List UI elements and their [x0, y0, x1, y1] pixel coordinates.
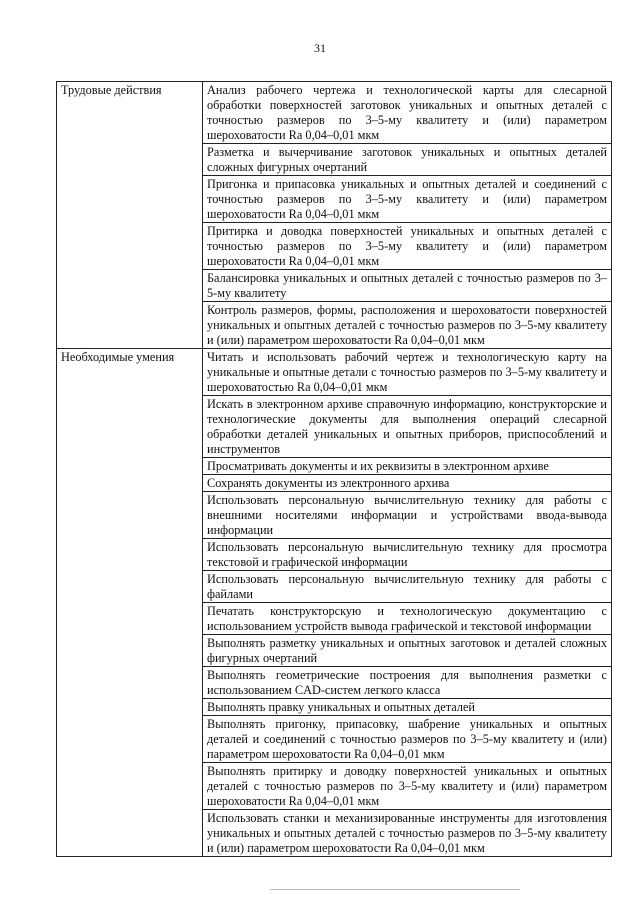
requirement-item: Использовать станки и механизированные инструменты для изготовления уникальных и опытных деталей с точностью размеров по 3–5-му квалитету и (или) параметром шероховатости Ra 0,04–0,01 мкм [203, 810, 612, 857]
table-row [57, 349, 612, 396]
requirement-item: Выполнять разметку уникальных и опытных заготовок и деталей сложных фигурных очертаний [203, 635, 612, 667]
requirement-item: Искать в электронном архиве справочную информацию, конструкторские и технологические документы для выполнения операций слесарной обработки деталей уникальных и опытных приборов, приспособлений и инструментов [203, 396, 612, 458]
requirements-table [56, 81, 612, 857]
requirement-item: Контроль размеров, формы, расположения и шероховатости поверхностей уникальных и опытных деталей с точностью размеров по 3–5-му квалитету и (или) параметром шероховатости Ra 0,04–0,01 мкм [203, 302, 612, 349]
footer-divider [270, 889, 520, 890]
requirement-item: Просматривать документы и их реквизиты в электронном архиве [203, 458, 612, 475]
section-label: Необходимые умения [57, 349, 203, 857]
requirement-item: Использовать персональную вычислительную технику для работы с внешними носителями информации и устройствами ввода-вывода информации [203, 492, 612, 539]
requirement-item: Выполнять притирку и доводку поверхностей уникальных и опытных деталей с точностью размеров по 3–5-му квалитету и (или) параметром шероховатости Ra 0,04–0,01 мкм [203, 763, 612, 810]
requirement-item: Балансировка уникальных и опытных деталей с точностью размеров по 3–5-му квалитету [203, 270, 612, 302]
requirement-item: Выполнять пригонку, припасовку, шабрение уникальных и опытных деталей и соединений с точностью размеров по 3–5-му квалитету и (или) параметром шероховатости Ra 0,04–0,01 мкм [203, 716, 612, 763]
table-row [57, 82, 612, 144]
requirement-item: Анализ рабочего чертежа и технологической карты для слесарной обработки поверхностей заготовок уникальных и опытных деталей с точностью размеров по 3–5-му квалитету и (или) параметром шероховатости Ra 0,04–0,01 мкм [203, 82, 612, 144]
requirement-item: Выполнять правку уникальных и опытных деталей [203, 699, 612, 716]
page-number: 31 [314, 41, 326, 55]
requirement-item: Пригонка и припасовка уникальных и опытных деталей и соединений с точностью размеров по 3–5-му квалитету и (или) параметром шероховатости Ra 0,04–0,01 мкм [203, 176, 612, 223]
requirement-item: Читать и использовать рабочий чертеж и технологическую карту на уникальные и опытные детали с точностью размеров по 3–5-му квалитету и шероховатостью Ra 0,04–0,01 мкм [203, 349, 612, 396]
table-body [57, 82, 612, 857]
requirement-item: Использовать персональную вычислительную технику для работы с файлами [203, 571, 612, 603]
requirement-item: Разметка и вычерчивание заготовок уникальных и опытных деталей сложных фигурных очертаний [203, 144, 612, 176]
requirement-item: Притирка и доводка поверхностей уникальных и опытных деталей с точностью размеров по 3–5-му квалитету и (или) параметром шероховатости Ra 0,04–0,01 мкм [203, 223, 612, 270]
requirement-item: Использовать персональную вычислительную технику для просмотра текстовой и графической информации [203, 539, 612, 571]
requirement-item: Выполнять геометрические построения для выполнения разметки с использованием CAD-систем легкого класса [203, 667, 612, 699]
requirement-item: Печатать конструкторскую и технологическую документацию с использованием устройств вывода графической и текстовой информации [203, 603, 612, 635]
requirement-item: Сохранять документы из электронного архива [203, 475, 612, 492]
section-label: Трудовые действия [57, 82, 203, 349]
